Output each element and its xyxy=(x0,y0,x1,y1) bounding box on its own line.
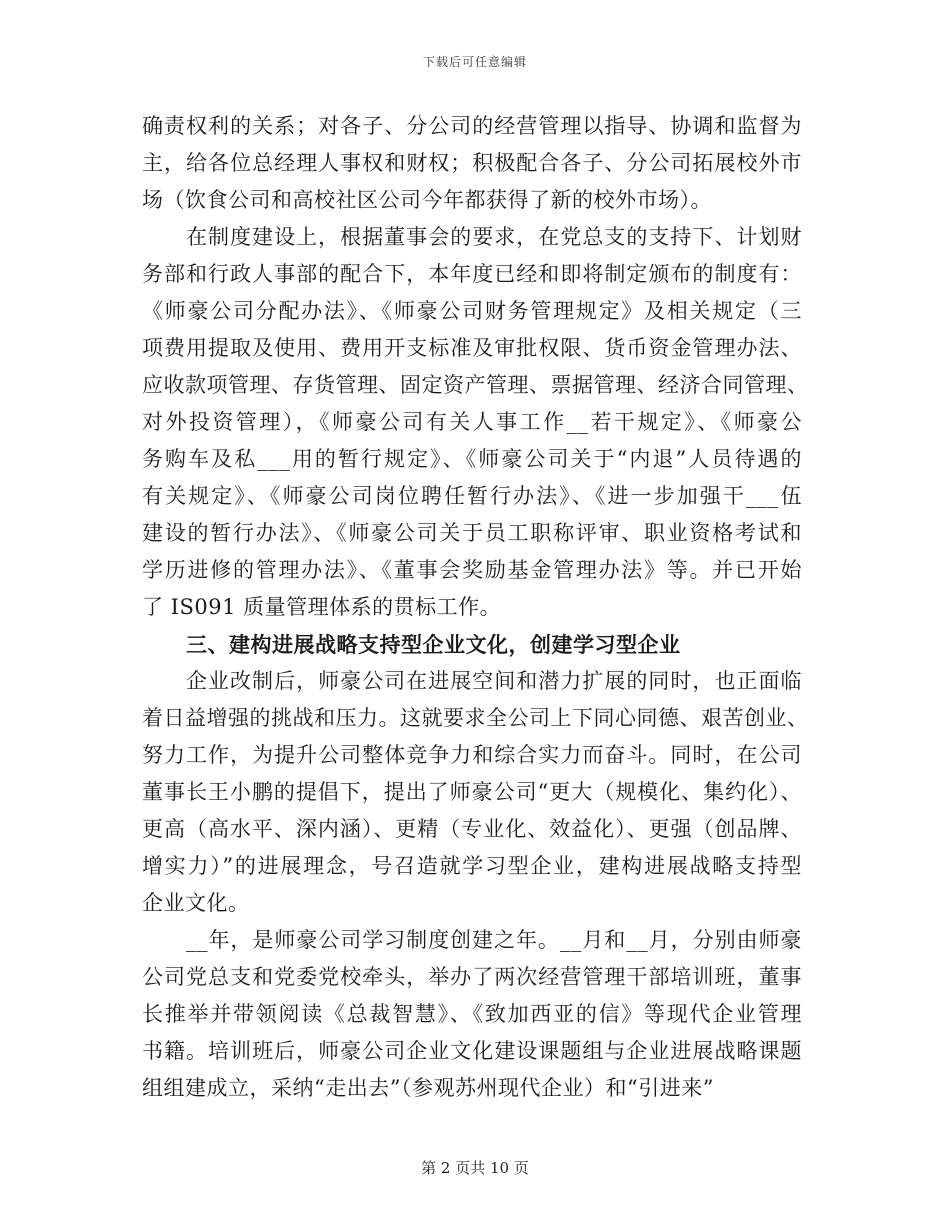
text-line: 务部和行政人事部的配合下，本年度已经和即将制定颁布的制度有： xyxy=(142,262,802,286)
text-line: 应收款项管理、存货管理、固定资产管理、票据管理、经济合同管理、 xyxy=(142,373,809,397)
text-line: 企业文化。 xyxy=(142,891,250,915)
text-line: 对外投资管理），《师豪公司有关人事工作__若干规定》、《师豪公 xyxy=(142,410,802,434)
paragraph xyxy=(142,219,809,626)
text-line: 更高（高水平、深内涵）、更精（专业化、效益化）、更强（创品牌、 xyxy=(142,817,802,841)
text-line: 长推举并带领阅读《总裁智慧》、《致加西亚的信》等现代企业管理 xyxy=(142,1002,802,1026)
text-line: 场（饮食公司和高校社区公司今年都获得了新的校外市场）。 xyxy=(142,188,712,212)
text-line: 努力工作，为提升公司整体竞争力和综合实力而奋斗。同时，在公司 xyxy=(142,743,802,767)
text-line: 主，给各位总经理人事权和财权；积极配合各子、分公司拓展校外市 xyxy=(142,151,802,175)
text-line: 三、建构进展战略支持型企业文化，创建学习型企业 xyxy=(186,632,681,657)
page-header: 下载后可任意编辑 xyxy=(422,55,527,69)
text-line: 着日益增强的挑战和压力。这就要求全公司上下同心同德、艰苦创业、 xyxy=(142,706,809,730)
text-line: 确责权利的关系；对各子、分公司的经营管理以指导、协调和监督为 xyxy=(142,114,802,138)
text-line: __年，是师豪公司学习制度创建之年。__月和__月，分别由师豪 xyxy=(186,928,802,952)
text-line: 《师豪公司分配办法》、《师豪公司财务管理规定》及相关规定（三 xyxy=(142,299,802,323)
paragraph xyxy=(142,108,802,219)
document-body xyxy=(142,108,809,1107)
paragraph xyxy=(142,922,802,1107)
text-line: 公司党总支和党委党校牵头，举办了两次经营管理干部培训班，董事 xyxy=(142,965,802,989)
page-number: 第 2 页共 10 页 xyxy=(421,1159,529,1177)
text-line: 建设的暂行办法》、《师豪公司关于员工职称评审、职业资格考试和 xyxy=(142,521,802,545)
text-line: 了 IS091 质量管理体系的贯标工作。 xyxy=(142,595,502,619)
text-line: 学历进修的管理办法》、《董事会奖励基金管理办法》等。并已开始 xyxy=(142,558,802,582)
section-heading xyxy=(142,626,802,663)
text-line: 增实力）”的进展理念，号召造就学习型企业，建构进展战略支持型 xyxy=(142,854,802,878)
text-line: 董事长王小鹏的提倡下，提出了师豪公司“更大（规模化、集约化）、 xyxy=(142,780,802,804)
text-line: 企业改制后，师豪公司在进展空间和潜力扩展的同时，也正面临 xyxy=(186,669,802,693)
text-line: 组组建成立，采纳“走出去”（参观苏州现代企业）和“引进来” xyxy=(142,1076,714,1100)
text-line: 有关规定》、《师豪公司岗位聘任暂行办法》、《进一步加强干___伍 xyxy=(142,484,802,508)
paragraph xyxy=(142,663,809,922)
text-line: 项费用提取及使用、费用开支标准及审批权限、货币资金管理办法、 xyxy=(142,336,802,360)
text-line: 在制度建设上，根据董事会的要求，在党总支的支持下、计划财 xyxy=(186,225,802,249)
text-line: 书籍。培训班后，师豪公司企业文化建设课题组与企业进展战略课题 xyxy=(142,1039,802,1063)
text-line: 务购车及私___用的暂行规定》、《师豪公司关于“内退”人员待遇的 xyxy=(142,447,802,471)
